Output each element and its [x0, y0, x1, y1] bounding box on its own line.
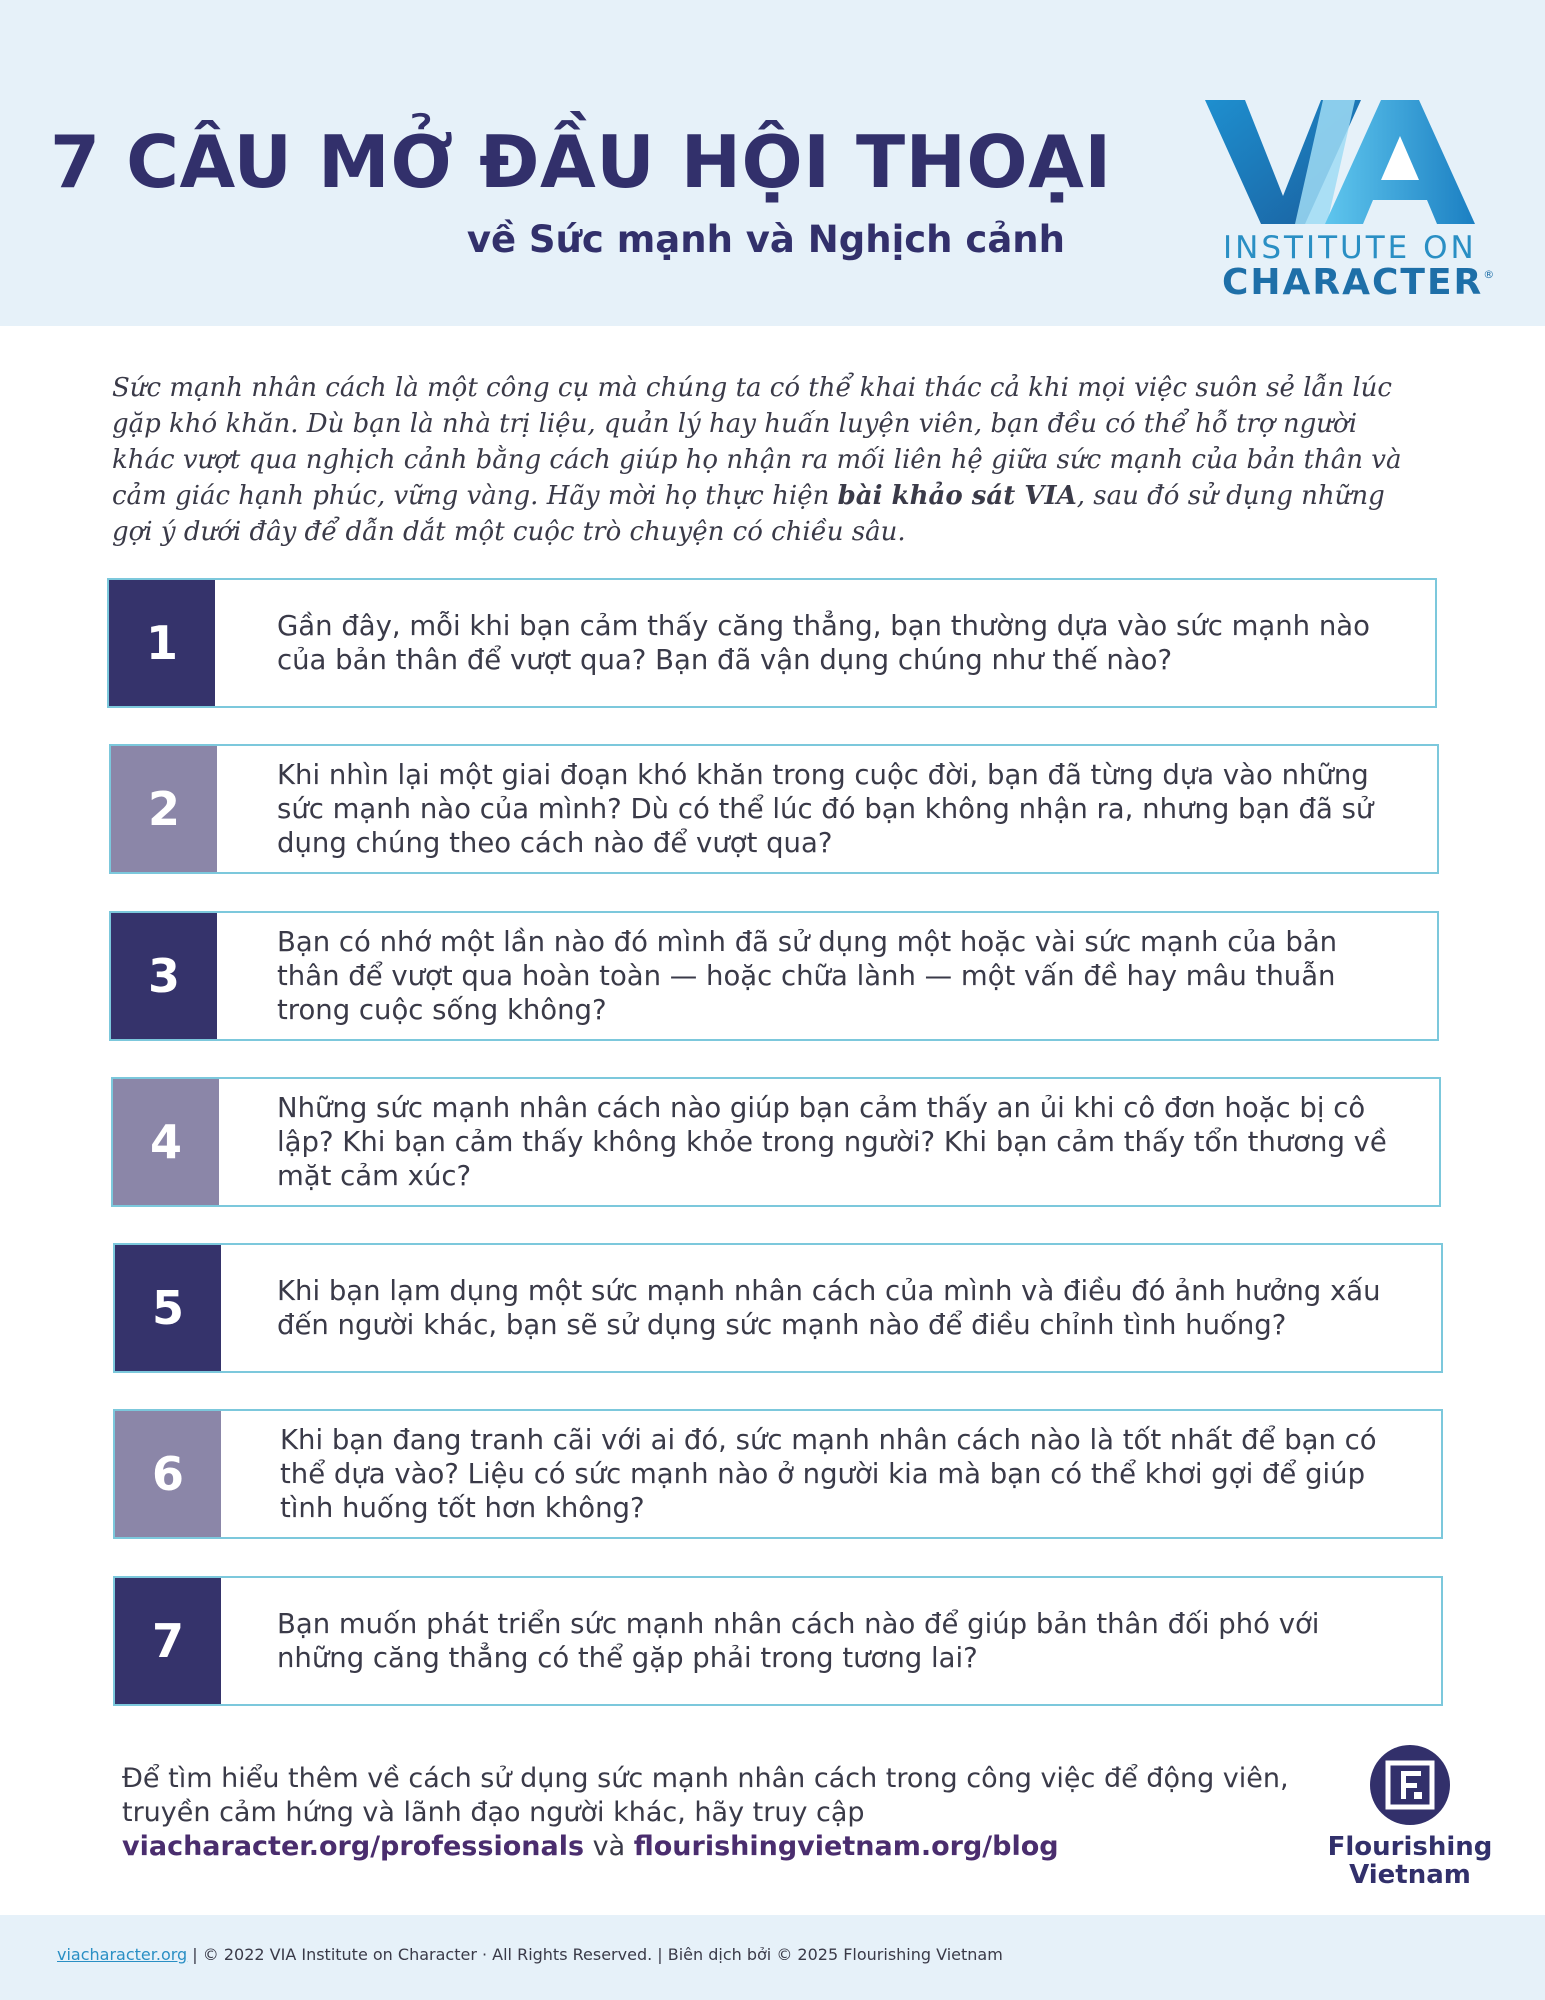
fv-line-2: Vietnam: [1349, 1860, 1471, 1890]
question-number-3: 3: [111, 913, 217, 1039]
copyright-text: | © 2022 VIA Institute on Character · All Rights Reserved. | Biên dịch bởi © 2025 Flourishing Vietnam: [187, 1945, 1003, 1964]
page-subtitle: về Sức mạnh và Nghịch cảnh: [466, 218, 1065, 261]
flourishing-vietnam-logo: [1318, 1745, 1498, 1895]
question-card-1: [107, 578, 1437, 708]
question-card-4: [111, 1077, 1441, 1207]
question-card-2: [109, 744, 1439, 874]
page-title: 7 CÂU MỞ ĐẦU HỘI THOẠI: [50, 120, 1112, 204]
question-card-3: [109, 911, 1439, 1041]
question-number-7: 7: [115, 1578, 221, 1704]
viacharacter-link[interactable]: viacharacter.org: [57, 1945, 188, 1964]
intro-bold-survey[interactable]: bài khảo sát VIA: [837, 481, 1077, 511]
flourishing-vietnam-emblem-icon: [1370, 1745, 1450, 1825]
intro-text-1: Sức mạnh nhân cách là một công cụ mà chúng ta có thể khai thác cả khi mọi việc suôn sẻ lẫn lúc gặp khó khăn. Dù bạn là nhà trị liệu, quản lý hay huấn luyện viên, bạn đều có thể hỗ trợ người khác vượt qua nghịch cảnh bằng cách giúp họ nhận ra mối liên hệ giữa sức mạnh của bản thân và cảm giác hạnh phúc, vững vàng. Hãy mời họ thực hiện: [112, 373, 1402, 511]
question-text-3: Bạn có nhớ một lần nào đó mình đã sử dụng một hoặc vài sức mạnh của bản thân để vượt qua hoàn toàn — hoặc chữa lành — một vấn đề hay mâu thuẫn trong cuộc sống không?: [277, 926, 1338, 1026]
question-text-1: Gần đây, mỗi khi bạn cảm thấy căng thẳng, bạn thường dựa vào sức mạnh nào của bản thân để vượt qua? Bạn đã vận dụng chúng như thế nào?: [277, 610, 1370, 676]
logo-text-character: [1222, 262, 1496, 303]
footer-paragraph: [122, 1762, 1312, 1864]
question-text-4: Những sức mạnh nhân cách nào giúp bạn cảm thấy an ủi khi cô đơn hoặc bị cô lập? Khi bạn cảm thấy không khỏe trong người? Khi bạn cảm thấy tổn thương về mặt cảm xúc?: [277, 1092, 1387, 1192]
question-text-2: Khi nhìn lại một giai đoạn khó khăn trong cuộc đời, bạn đã từng dựa vào những sức mạnh nào của mình? Dù có thể lúc đó bạn không nhận ra, nhưng bạn đã sử dụng chúng theo cách nào để vượt qua?: [277, 759, 1374, 859]
flourishing-vietnam-wordmark: [1318, 1833, 1502, 1889]
question-text-7: Bạn muốn phát triển sức mạnh nhân cách nào để giúp bản thân đối phó với những căng thẳng có thể gặp phải trong tương lai?: [277, 1608, 1320, 1674]
question-number-4: 4: [113, 1079, 219, 1205]
via-logo-mark-icon: [1205, 100, 1475, 224]
flourishing-emblem-svg: [1370, 1745, 1450, 1825]
question-card-5: [113, 1243, 1443, 1373]
footer-text-2: và: [584, 1831, 634, 1862]
question-card-7: [113, 1576, 1443, 1706]
logo-character-word: CHARACTER: [1222, 262, 1484, 303]
flourishingvietnam-blog-link[interactable]: flourishingvietnam.org/blog: [633, 1831, 1059, 1862]
logo-trademark: ®: [1483, 268, 1497, 281]
viacharacter-professionals-link[interactable]: viacharacter.org/professionals: [122, 1831, 585, 1862]
question-text-5: Khi bạn lạm dụng một sức mạnh nhân cách của mình và điều đó ảnh hưởng xấu đến người khác, bạn sẽ sử dụng sức mạnh nào để điều chỉnh tình huống?: [277, 1275, 1381, 1341]
copyright-line: [57, 1945, 1003, 1964]
question-number-5: 5: [115, 1245, 221, 1371]
intro-text-2: , sau đó sử dụng những gợi ý dưới đây để dẫn dắt một cuộc trò chuyện có chiều sâu.: [112, 481, 1385, 547]
fv-line-1: Flourishing: [1327, 1832, 1493, 1862]
intro-paragraph: [112, 370, 1407, 550]
question-card-6: [113, 1409, 1443, 1539]
question-number-1: 1: [109, 580, 215, 706]
question-number-6: 6: [115, 1411, 221, 1537]
footer-text-1: Để tìm hiểu thêm về cách sử dụng sức mạnh nhân cách trong công việc để động viên, truyền cảm hứng và lãnh đạo người khác, hãy truy cập: [122, 1763, 1289, 1828]
via-logo: [1205, 100, 1497, 303]
question-text-6: Khi bạn đang tranh cãi với ai đó, sức mạnh nhân cách nào là tốt nhất để bạn có thể dựa vào? Liệu có sức mạnh nào ở người kia mà bạn có thể khơi gợi để giúp tình huống tốt hơn không?: [280, 1424, 1377, 1524]
logo-text-institute: INSTITUTE ON: [1223, 230, 1477, 266]
question-number-2: 2: [111, 746, 217, 872]
